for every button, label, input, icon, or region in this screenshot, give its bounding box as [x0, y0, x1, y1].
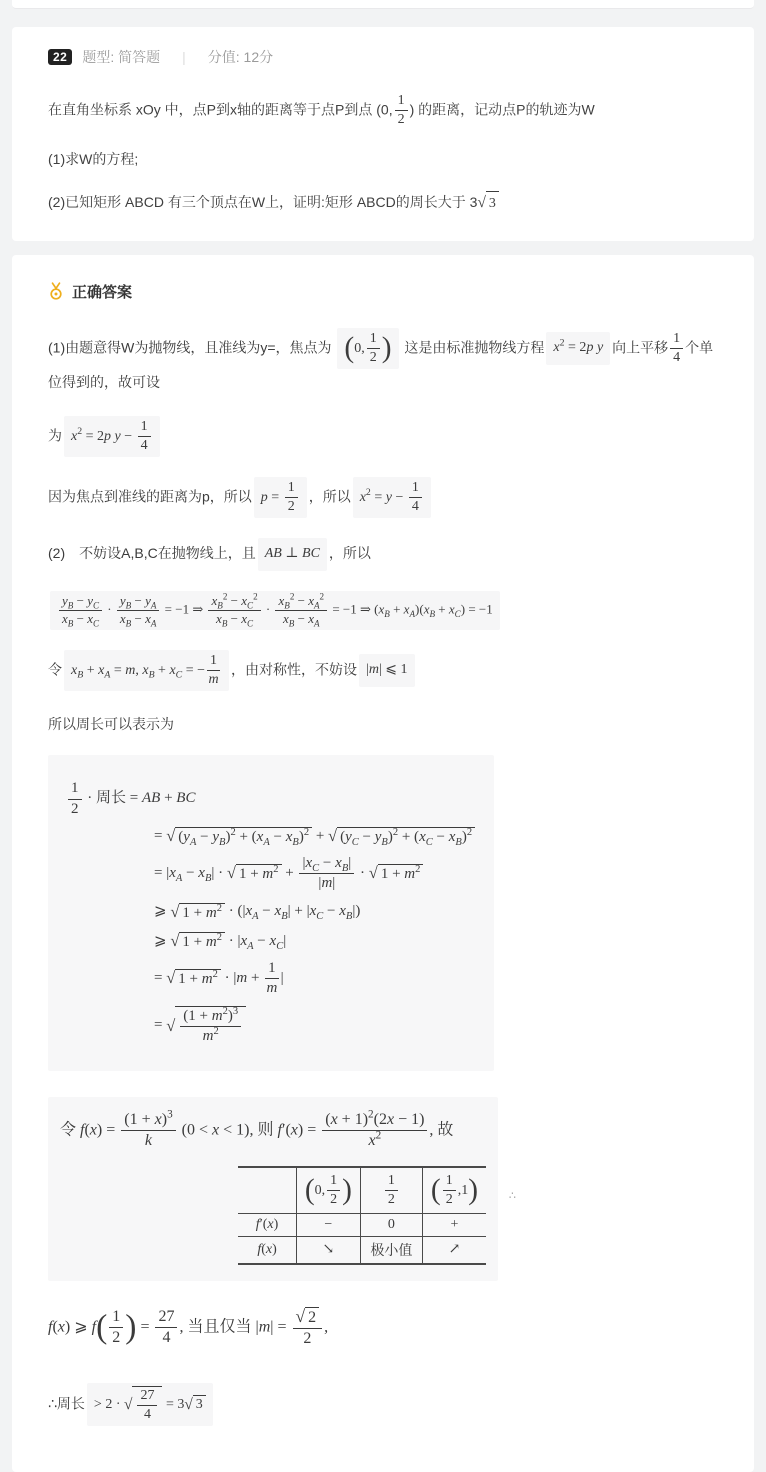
table-cell: 极小值 — [360, 1236, 422, 1264]
question-stem: 在直角坐标系 xOy 中，点P到x轴的距离等于点P到点 (0, $\frac{1}{2}$ ) 的距离，记动点P的轨迹为W — [48, 93, 595, 128]
answer-heading: 正确答案 — [72, 284, 133, 302]
question-score-label: 分值: 12分 — [207, 49, 274, 65]
question-number-badge: 22 — [48, 49, 72, 65]
answer-paragraph-4: 令 $x_B + x_A = m$, $x_B + x_C$ = − $\frac{1}{m}$ ，由对称性，不妨设 |m| ⩽ 1 — [48, 650, 718, 691]
fx-definition-line: 令 f(x) = $\frac{(1 + x)^3}{k}$ (0 < x < 1), 则 f′(x) = $\frac{(x + 1)^2(2x - 1)}{x^2}$ , 故 — [60, 1108, 454, 1149]
answer-paragraph-3: (2) 不妨设A,B,C在抛物线上，且 AB ⊥ BC ，所以 — [48, 538, 718, 571]
answer-formula-3: f(x) ⩾ f( $\frac{1}{2}$ ) = $\frac{27}{4}$ , 当且仅当 |m| = √ 2 2 , — [48, 1306, 329, 1348]
answer-formula-1: 为 $x^2 = 2p$ y − $\frac{1}{4}$ — [48, 416, 718, 457]
question-card — [12, 27, 754, 241]
derivation-line: = √ $(y_A - y_B)^2 + (x_A - x_B)^2$ + √ $(y_C - y_B)^2 + (x_C - x_B)^2$ — [154, 827, 476, 846]
question-part-2: (2)已知矩形 ABCD 有三个顶点在W上，证明:矩形 ABCD的周长大于 3 √ 3 — [48, 191, 718, 215]
question-part-1: (1)求W的方程; — [48, 151, 139, 168]
table-cell: f(x) — [238, 1236, 296, 1264]
table-header-cell: $\frac{1}{2}$ — [360, 1167, 422, 1213]
table-cell: − — [296, 1213, 360, 1236]
derivation-line: $\frac{1}{2}$ · 周长 = AB + BC — [66, 780, 476, 818]
previous-card-edge — [12, 0, 754, 9]
monotonicity-table — [238, 1166, 486, 1265]
question-header — [48, 47, 718, 67]
table-cell: ↗ — [422, 1236, 486, 1264]
answer-formula-2: $\frac{y_B - y_C}{x_B - x_C}$ · $\frac{y_B - y_A}{x_B - x_A}$ = −1 ⇒ $\frac{x_B^2 - x_C^2}{x_B - x_C}$ · $\frac{x_B^2 - x_A^2}{x_B - x_A}$ = −1 ⇒ $(x_B + x_A)(x_B + x_C) = -1$ — [48, 591, 718, 630]
table-cell: 0 — [360, 1213, 422, 1236]
table-row-f — [238, 1236, 486, 1264]
derivation-line: = √ $\frac{(1 + m^2)^3}{m^2}$ — [154, 1006, 476, 1046]
question-type-label: 题型: 简答题 — [82, 49, 161, 65]
meta-separator: | — [182, 49, 186, 65]
answer-conclusion: ∴周长> 2 · √ $\frac{27}{4}$ = 3 √ 3 — [48, 1383, 718, 1426]
table-cell: + — [422, 1213, 486, 1236]
medal-icon — [48, 282, 64, 301]
table-cell: ↘ — [296, 1236, 360, 1264]
table-row-fprime — [238, 1213, 486, 1236]
fx-analysis-block — [48, 1097, 516, 1281]
derivation-line: ⩾ √ $1 + m^2$ · $|x_A - x_C|$ — [154, 930, 287, 952]
answer-paragraph-5: 所以周长可以表示为 — [48, 715, 174, 732]
derivation-line: = $|x_A - x_B|$ · √ $1 + m^2$ + $\frac{|x_C - x_B|}{|m|}$ · √ $1 + m^2$ — [154, 855, 476, 893]
answer-card — [12, 255, 754, 1472]
table-header-cell — [238, 1167, 296, 1213]
perimeter-derivation-block — [48, 755, 494, 1070]
answer-paragraph-1: (1)由题意得W为抛物线，且准线为y=，焦点为 (0, $\frac{1}{2}$ ) 这是由标准抛物线方程 $x^2 = 2p$ y 向上平移 $\frac{1}{4}$ 个单位得到的，故可设 — [48, 328, 718, 396]
table-header-cell: ( $\frac{1}{2}$ ,1) — [422, 1167, 486, 1213]
table-header-cell: (0, $\frac{1}{2}$ ) — [296, 1167, 360, 1213]
table-cell: f′(x) — [238, 1213, 296, 1236]
answer-header — [48, 281, 718, 302]
answer-paragraph-2: 因为焦点到准线的距离为p，所以 p = $\frac{1}{2}$ ，所以 $x^2 = y$ − $\frac{1}{4}$ — [48, 477, 718, 518]
derivation-line: = √ $1 + m^2$ · |m + $\frac{1}{m}$ | — [154, 959, 284, 996]
derivation-line: ⩾ √ $1 + m^2$ · $(|x_A - x_B| + |x_C - x_B|)$ — [154, 901, 361, 923]
table-header-row — [238, 1167, 486, 1213]
stray-dots-mark: ∴ — [509, 1189, 516, 1202]
